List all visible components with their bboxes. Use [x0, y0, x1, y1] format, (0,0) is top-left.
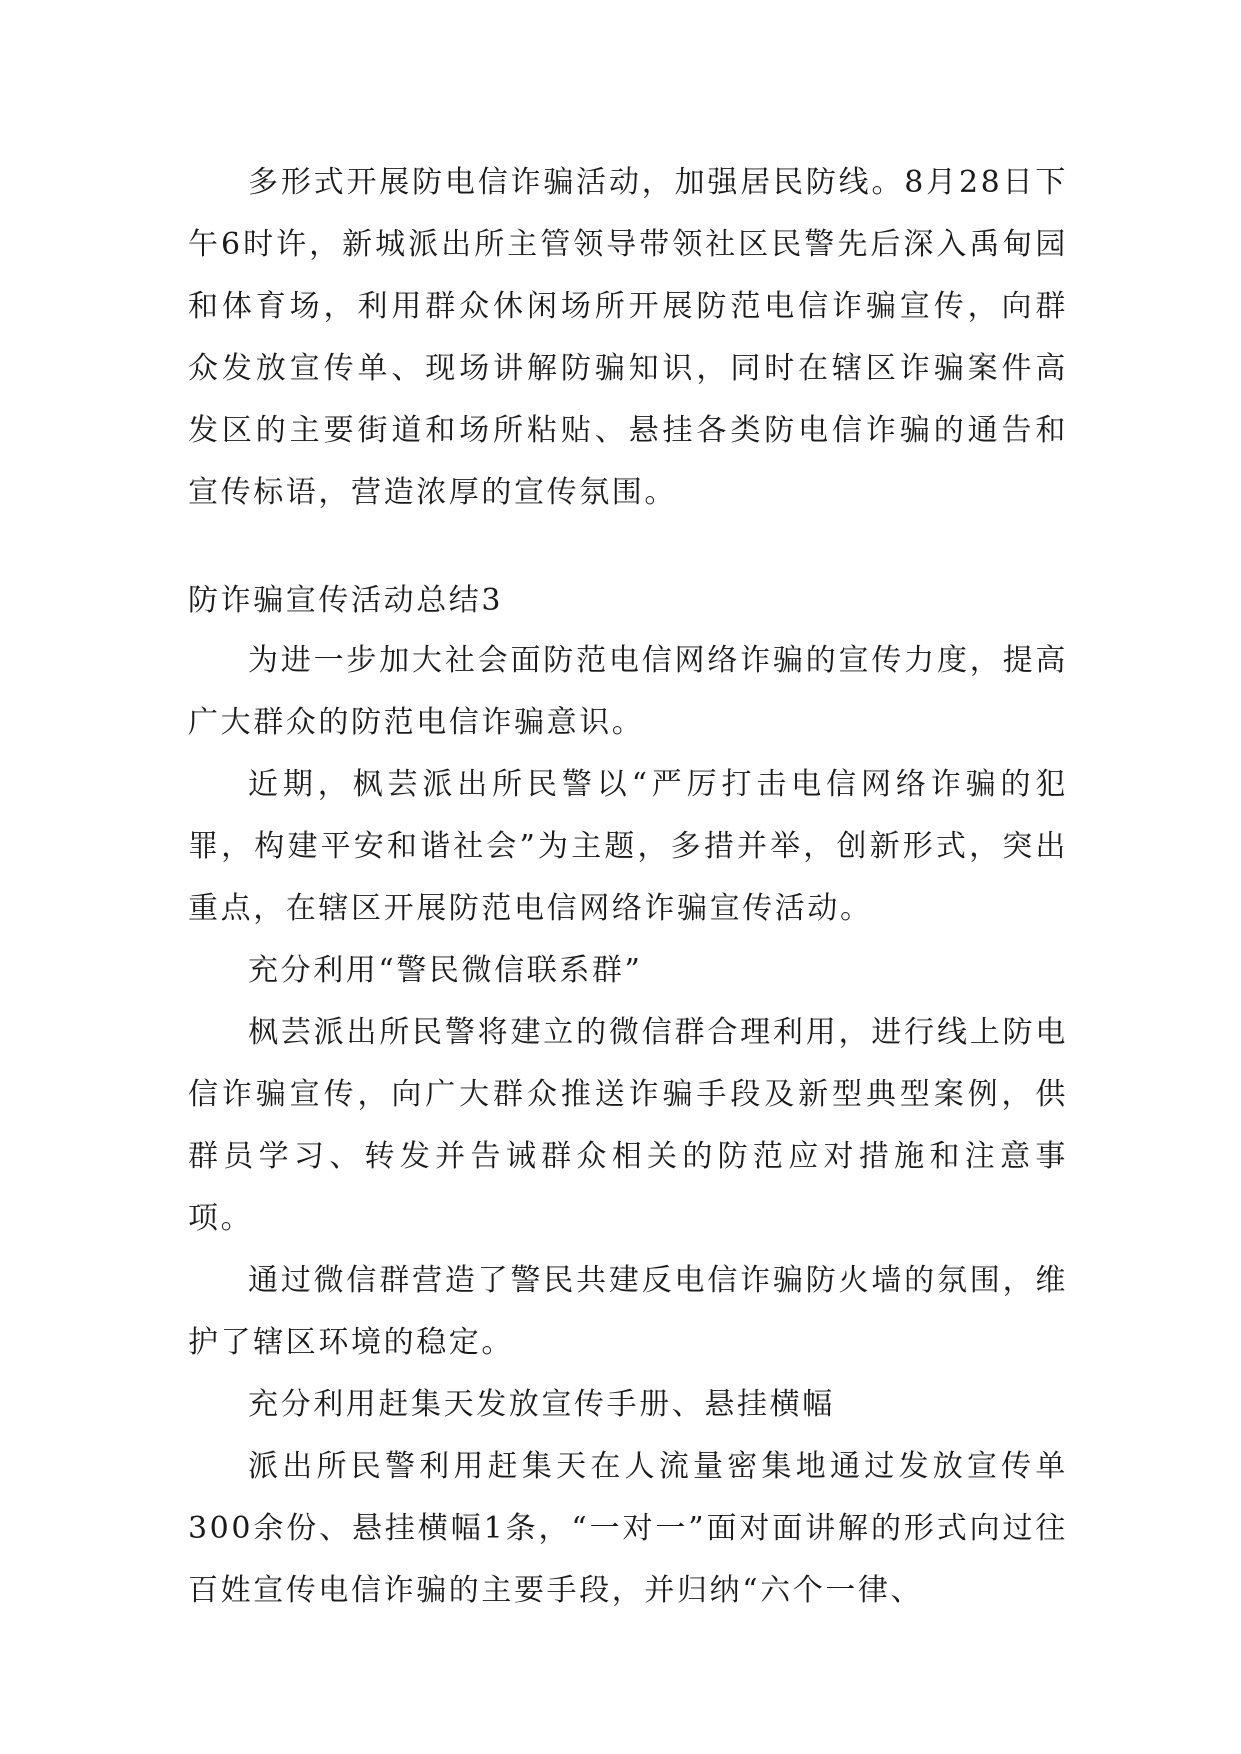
paragraph-firewall: 通过微信群营造了警民共建反电信诈骗防火墙的氛围，维护了辖区环境的稳定。 — [188, 1263, 1068, 1360]
paragraph-recent: 近期，枫芸派出所民警以“严厉打击电信网络诈骗的犯罪，构建平安和谐社会”为主题，多措并举，创新形式，突出重点，在辖区开展防范电信网络诈骗宣传活动。 — [188, 767, 1068, 926]
section-heading: 防诈骗宣传活动总结3 — [188, 583, 504, 618]
paragraph-market: 派出所民警利用赶集天在人流量密集地通过发放宣传单300余份、悬挂横幅1条，“一对一”面对面讲解的形式向过往百姓宣传电信诈骗的主要手段，并归纳“六个一律、 — [188, 1449, 1068, 1608]
subheading-market-day: 充分利用赶集天发放宣传手册、悬挂横幅 — [248, 1387, 835, 1422]
document-body — [188, 152, 1068, 1622]
paragraph-intro: 为进一步加大社会面防范电信网络诈骗的宣传力度，提高广大群众的防范电信诈骗意识。 — [188, 643, 1068, 740]
paragraph-activity: 多形式开展防电信诈骗活动，加强居民防线。8月28日下午6时许，新城派出所主管领导带领社区民警先后深入禹甸园和体育场，利用群众休闲场所开展防范电信诈骗宣传，向群众发放宣传单、现场讲解防骗知识，同时在辖区诈骗案件高发区的主要街道和场所粘贴、悬挂各类防电信诈骗的通告和宣传标语，营造浓厚的宣传氛围。 — [188, 165, 1068, 510]
subheading-wechat-group: 充分利用“警民微信联系群” — [248, 953, 643, 988]
paragraph-wechat: 枫芸派出所民警将建立的微信群合理利用，进行线上防电信诈骗宣传，向广大群众推送诈骗手段及新型典型案例，供群员学习、转发并告诫群众相关的防范应对措施和注意事项。 — [188, 1015, 1068, 1236]
